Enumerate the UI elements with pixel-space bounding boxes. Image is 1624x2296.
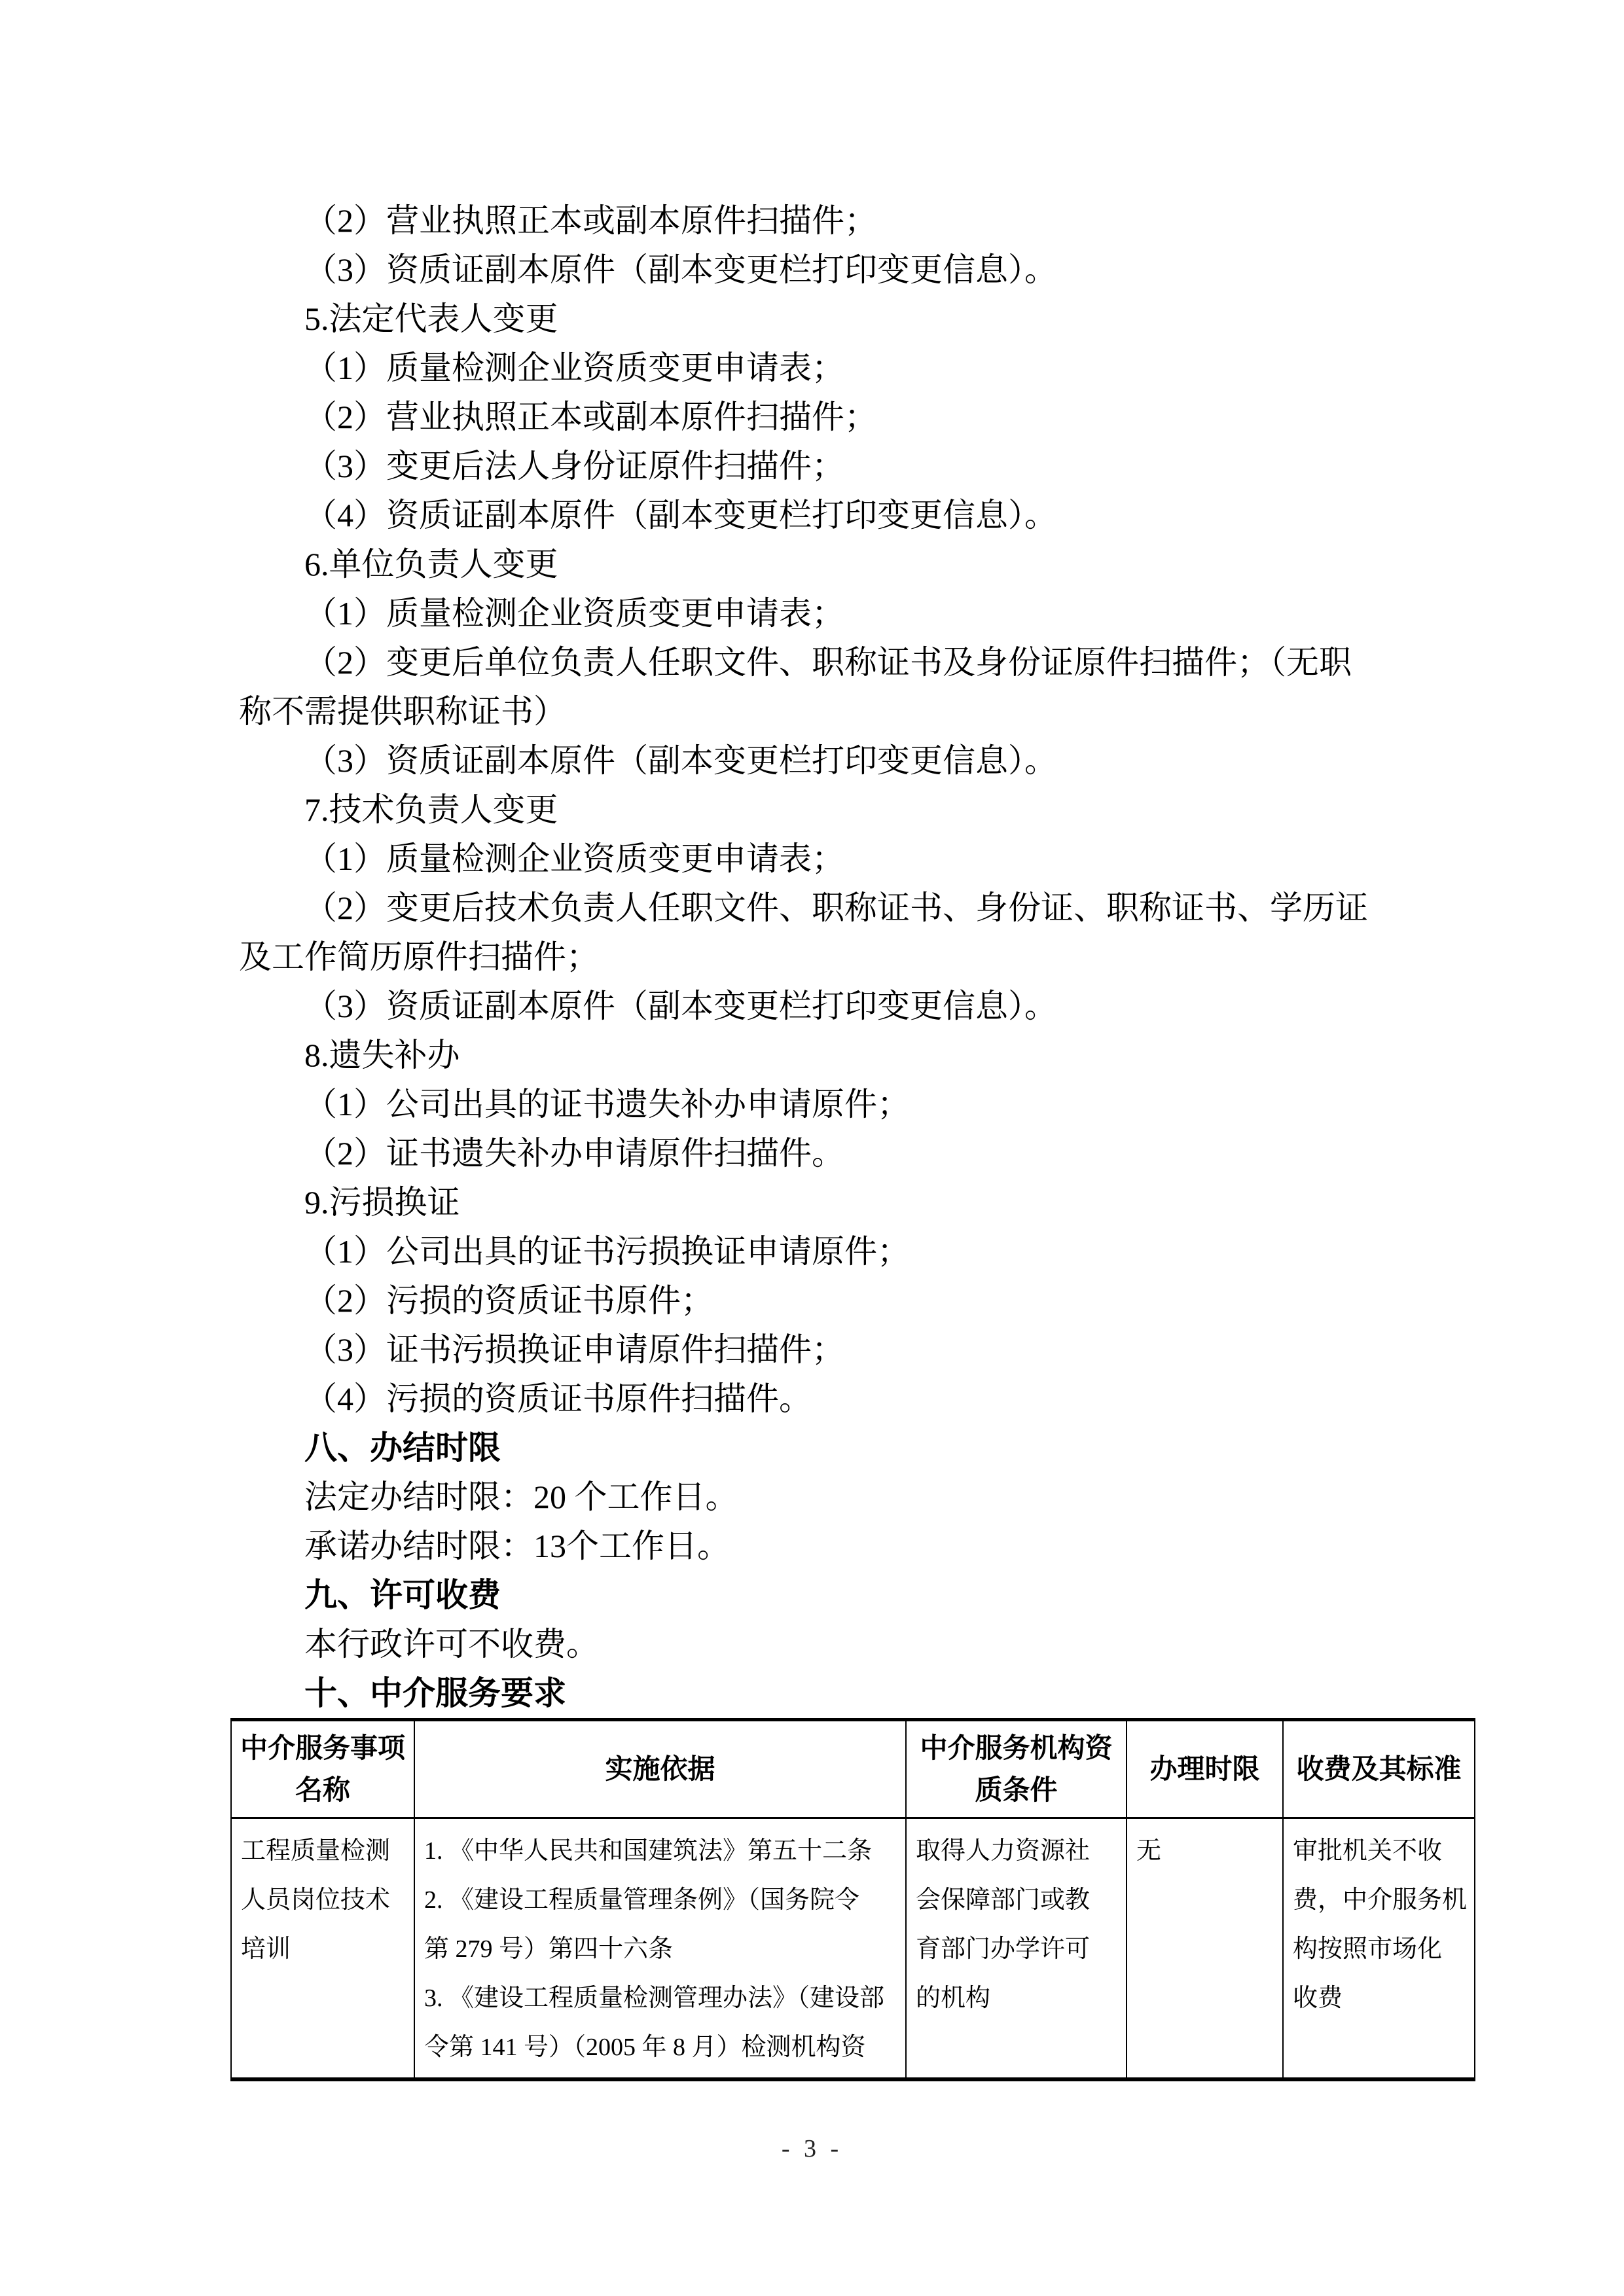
table-body <box>231 1818 1475 2080</box>
table-header-cell: 实施依据 <box>414 1720 906 1818</box>
text-line: 9.污损换证 <box>304 1184 460 1221</box>
table-header-cell: 收费及其标准 <box>1283 1720 1475 1818</box>
document-lines <box>239 196 1401 1718</box>
text-line: 7.技术负责人变更 <box>304 791 558 828</box>
section-heading: 八、办结时限 <box>304 1429 501 1466</box>
text-line: （2）变更后技术负责人任职文件、职称证书、身份证、职称证书、学历证 <box>304 889 1368 926</box>
table-cell: 审批机关不收 费，中介服务机 构按照市场化 收费 <box>1283 1818 1475 2080</box>
intermediary-service-table <box>230 1718 1475 2081</box>
text-line: （1）公司出具的证书污损换证申请原件； <box>304 1233 910 1270</box>
text-line: （1）质量检测企业资质变更申请表； <box>304 840 844 877</box>
text-line: （4）资质证副本原件（副本变更栏打印变更信息）。 <box>304 497 1057 533</box>
text-line: （2）变更后单位负责人任职文件、职称证书及身份证原件扫描件；（无职 <box>304 644 1352 681</box>
text-line: （3）资质证副本原件（副本变更栏打印变更信息）。 <box>304 742 1057 779</box>
text-line: 法定办结时限：20 个工作日。 <box>304 1479 738 1515</box>
text-line: （2）证书遗失补办申请原件扫描件。 <box>304 1135 844 1172</box>
text-line: 6.单位负责人变更 <box>304 546 558 583</box>
text-line: （2）营业执照正本或副本原件扫描件； <box>304 399 877 435</box>
table-cell: 取得人力资源社 会保障部门或教 育部门办学许可 的机构 <box>906 1818 1127 2080</box>
text-line: （1）质量检测企业资质变更申请表； <box>304 595 844 632</box>
text-line: 称不需提供职称证书） <box>239 693 566 730</box>
table-cell: 1. 《中华人民共和国建筑法》第五十二条 2. 《建设工程质量管理条例》（国务院令 第 279 号）第四十六条 3. 《建设工程质量检测管理办法》（建设部 令第 141 号）（2005 年 8 月）检测机构资 <box>414 1818 906 2080</box>
table-cell: 无 <box>1127 1818 1283 2080</box>
table-header-cell: 中介服务机构资 质条件 <box>906 1720 1127 1818</box>
text-line: （3）资质证副本原件（副本变更栏打印变更信息）。 <box>304 988 1057 1024</box>
table-cell: 工程质量检测 人员岗位技术 培训 <box>231 1818 414 2080</box>
text-line: 及工作简历原件扫描件； <box>239 939 599 975</box>
text-line: （1）质量检测企业资质变更申请表； <box>304 350 844 386</box>
text-line: （2）营业执照正本或副本原件扫描件； <box>304 202 877 239</box>
text-line: （3）资质证副本原件（副本变更栏打印变更信息）。 <box>304 251 1057 288</box>
text-line: （1）公司出具的证书遗失补办申请原件； <box>304 1086 910 1122</box>
text-line: 本行政许可不收费。 <box>304 1626 599 1662</box>
intermediary-service-table-wrap <box>230 1718 1475 2081</box>
text-line: （3）证书污损换证申请原件扫描件； <box>304 1331 844 1368</box>
text-line: （3）变更后法人身份证原件扫描件； <box>304 448 844 484</box>
page-number: - 3 - <box>781 2135 843 2162</box>
table-row <box>231 1818 1475 2080</box>
table-header-row <box>231 1720 1475 1818</box>
text-line: （2）污损的资质证书原件； <box>304 1282 713 1319</box>
text-line: 5.法定代表人变更 <box>304 300 558 337</box>
text-line: 承诺办结时限：13个工作日。 <box>304 1528 730 1564</box>
text-line: （4）污损的资质证书原件扫描件。 <box>304 1380 812 1417</box>
table-header-cell: 中介服务事项 名称 <box>231 1720 414 1818</box>
section-heading: 十、中介服务要求 <box>304 1675 566 1712</box>
table-header-cell: 办理时限 <box>1127 1720 1283 1818</box>
text-line: 8.遗失补办 <box>304 1037 460 1073</box>
section-heading: 九、许可收费 <box>304 1577 501 1613</box>
